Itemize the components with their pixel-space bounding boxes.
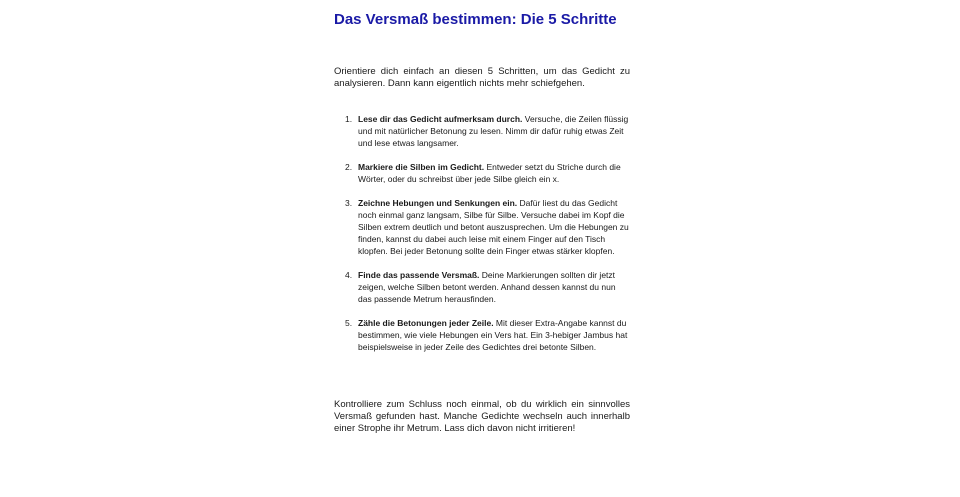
step-text: Entweder setzt du Striche durch die Wörter, oder du schreibst über jede Silbe gleich ein x. xyxy=(358,162,621,184)
step-item xyxy=(334,197,630,257)
step-lead: Zähle die Betonungen jeder Zeile. xyxy=(358,318,496,328)
step-lead: Finde das passende Versmaß. xyxy=(358,270,482,280)
step-item xyxy=(334,113,630,149)
step-number: 5. xyxy=(345,318,353,328)
step-item xyxy=(334,269,630,305)
step-lead: Zeichne Hebungen und Senkungen ein. xyxy=(358,198,520,208)
intro-paragraph: Orientiere dich einfach an diesen 5 Schritten, um das Gedicht zu analysieren. Dann kann eigentlich nichts mehr schiefgehen. xyxy=(334,66,630,89)
step-number: 2. xyxy=(345,162,353,172)
step-text: Mit dieser Extra-Angabe kannst du bestimmen, wie viele Hebungen ein Vers hat. Ein 3-hebiger Jambus hat beispielsweise in jeder Zeile des Gedichtes drei betonte Silben. xyxy=(358,318,628,352)
step-lead: Lese dir das Gedicht aufmerksam durch. xyxy=(358,114,525,124)
step-item xyxy=(334,317,630,353)
step-item xyxy=(334,161,630,185)
step-text: Versuche, die Zeilen flüssig und mit natürlicher Betonung zu lesen. Nimm dir dafür ruhig etwas Zeit und lese etwas langsamer. xyxy=(358,114,629,148)
step-number: 3. xyxy=(345,198,353,208)
outro-paragraph: Kontrolliere zum Schluss noch einmal, ob du wirklich ein sinnvolles Versmaß gefunden hast. Manche Gedichte wechseln auch innerhalb einer Strophe ihr Metrum. Lass dich davon nicht irritieren! xyxy=(334,399,630,434)
step-text: Dafür liest du das Gedicht noch einmal ganz langsam, Silbe für Silbe. Versuche dabei im Kopf die Silben extrem deutlich und betont auszusprechen. Um die Hebungen zu finden, kannst du dabei auch leise mit einem Finger auf den Tisch klopfen. Bei jeder Betonung sollte dein Finger etwas stärker klopfen. xyxy=(358,198,629,256)
step-text: Deine Markierungen sollten dir jetzt zeigen, welche Silben betont werden. Anhand dessen kannst du nun das passende Metrum herausfinden. xyxy=(358,270,616,304)
page-title: Das Versmaß bestimmen: Die 5 Schritte xyxy=(334,11,617,28)
steps-list xyxy=(334,113,630,365)
step-number: 1. xyxy=(345,114,353,124)
step-lead: Markiere die Silben im Gedicht. xyxy=(358,162,487,172)
step-number: 4. xyxy=(345,270,353,280)
